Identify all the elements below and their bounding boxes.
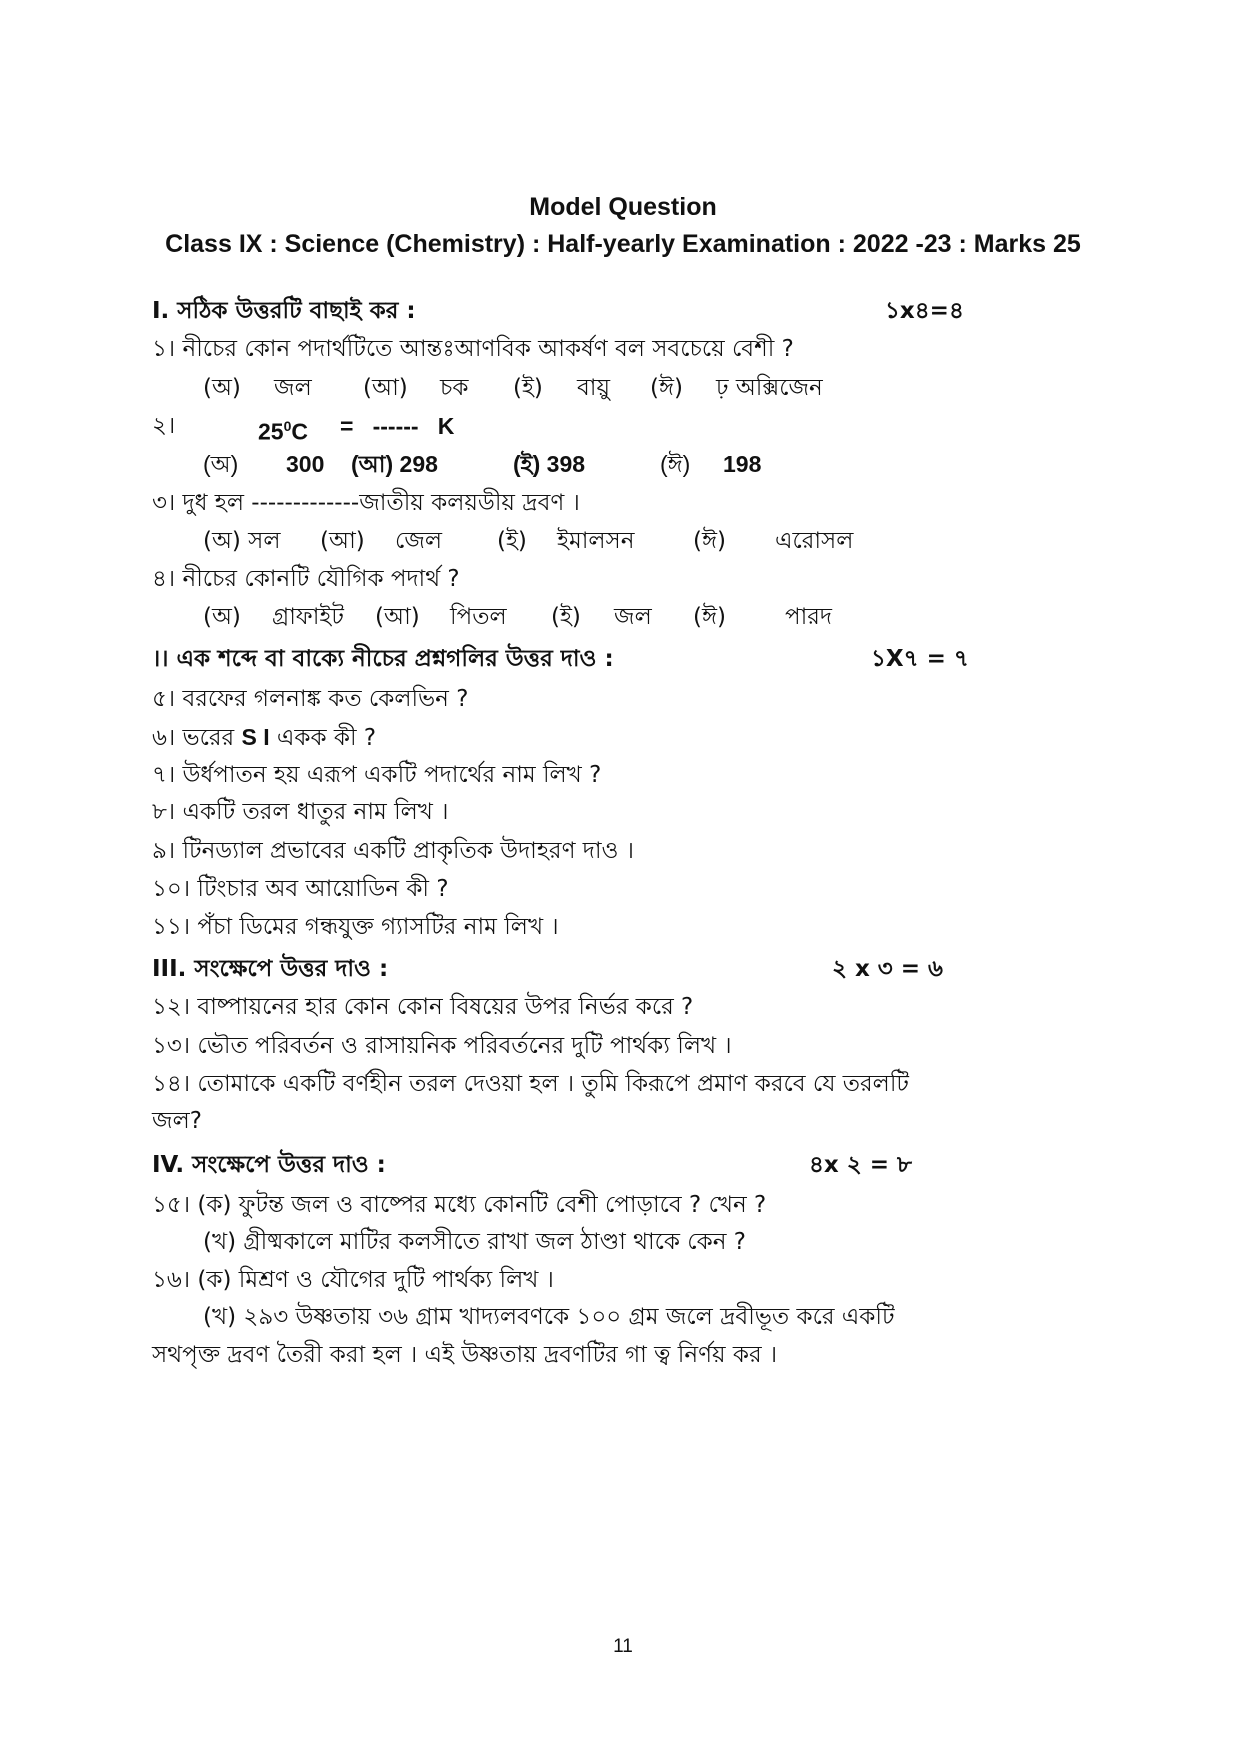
question-9: ৯। টিনড্যাল প্রভাবের একটি প্রাকৃতিক উদাহরণ দাও । [152,838,635,864]
section-2-heading: ।। এক শব্দে বা বাক্যে নীচের প্রশ্নগলির উত্তর দাও : [152,646,614,672]
section-1-heading: I. সঠিক উত্তরটি বাছাই কর : [152,298,416,324]
option: (ই) 398 [513,451,586,477]
option: (ই) [551,604,581,630]
question-12: ১২। বাষ্পায়নের হার কোন কোন বিষয়ের উপর নির্ভর করে ? [152,994,694,1020]
option: (অ) [203,375,241,401]
option: (আ) [320,528,365,554]
option: (অ) [203,451,239,477]
expression-value: 25 [258,418,284,445]
option-text: এরোসল [775,528,854,554]
question-14-continued: জল? [152,1108,202,1134]
question-15b: (খ) গ্রীষ্মকালে মাটির কলসীতে রাখা জল ঠাণ্ডা থাকে কেন ? [203,1229,746,1255]
option-text: চক [440,375,469,401]
question-1: ১। নীচের কোন পদার্থটিতে আন্তঃআণবিক আকর্ষণ বল সবচেয়ে বেশী ? [152,336,794,362]
question-6-text: ৬। ভরের [152,725,242,751]
question-2 [0,410,1240,445]
question-3: ৩। দুধ হল -------------জাতীয় কলয়ডীয় দ্রবণ । [152,490,580,516]
option: (ঈ) [693,604,726,630]
question-2-options [0,448,1240,480]
question-6-text-end: একক কী ? [269,725,377,751]
option: (ঈ) [660,451,691,477]
option: (ই) [513,375,543,401]
section-3-heading: III. সংক্ষেপে উত্তর দাও : [152,956,389,982]
option: (ঈ) [650,375,683,401]
question-11: ১১। পঁচা ডিমের গন্ধযুক্ত গ্যাসটির নাম লিখ । [152,914,559,940]
question-13: ১৩। ভৌত পরিবর্তন ও রাসায়নিক পরিবর্তনের দুটি পার্থক্য লিখ । [152,1033,732,1059]
question-3-options [0,525,1240,557]
question-14: ১৪। তোমাকে একটি বর্ণহীন তরল দেওয়া হল । তুমি কিরূপে প্রমাণ করবে যে তরলটি [152,1071,909,1097]
si-unit-label: S I [241,724,270,750]
section-4-heading: IV. সংক্ষেপে উত্তর দাও : [152,1152,386,1178]
document-title: Model Question [529,193,717,221]
expression-blank: = ------ K [340,413,455,439]
option-text: জল [614,604,652,630]
option-text: 300 [286,451,325,477]
option-text: পারদ [785,604,833,630]
question-5: ৫। বরফের গলনাঙ্ক কত কেলভিন ? [152,686,469,712]
option-text: গ্রাফাইট [272,604,344,630]
expression-superscript: 0 [283,418,292,434]
question-8: ৮। একটি তরল ধাতুর নাম লিখ । [152,799,449,825]
question-6 [152,721,376,753]
page-number: 11 [613,1636,633,1657]
question-10: ১০। টিংচার অব আয়োডিন কী ? [152,876,449,902]
section-1-marks: ১x৪=৪ [885,298,964,324]
option-text: ঢ় অক্সিজেন [716,375,823,401]
option: (ই) [497,528,527,554]
option-text: ইমালসন [557,528,635,554]
section-4-marks: ৪x ২ = ৮ [809,1152,912,1178]
question-number: ২। [152,413,176,439]
question-1-options [0,372,1240,404]
expression-unit: C [291,418,309,445]
question-4: ৪। নীচের কোনটি যৌগিক পদার্থ ? [152,566,460,592]
option: (অ) সল [203,528,281,554]
option: (আ) 298 [351,451,438,477]
option: (আ) [363,375,408,401]
option: (অ) [203,604,241,630]
option-text: জেল [395,528,443,554]
option-text: পিতল [450,604,507,630]
section-3-marks: ২ x ৩ = ৬ [832,956,943,982]
section-2-marks: ১X৭ = ৭ [871,646,969,672]
question-16a: ১৬। (ক) মিশ্রণ ও যৌগের দুটি পার্থক্য লিখ । [152,1267,554,1293]
option-text: 198 [723,451,762,477]
question-7: ৭। উর্ধপাতন হয় এরূপ একটি পদার্থের নাম লিখ ? [152,762,602,788]
question-4-options [0,601,1240,633]
question-16b-continued: সথপৃক্ত দ্রবণ তৈরী করা হল । এই উষ্ণতায় দ্রবণটির গা ত্ব নির্ণয় কর । [152,1342,778,1368]
question-16b: (খ) ২৯৩ উষ্ণতায় ৩৬ গ্রাম খাদ্যলবণকে ১০০ গ্রম জলে দ্রবীভূত করে একটি [203,1304,895,1330]
option: (আ) [375,604,420,630]
question-15a: ১৫। (ক) ফুটন্ত জল ও বাষ্পের মধ্যে কোনটি বেশী পোড়াবে ? খেন ? [152,1192,767,1218]
option-text: বায়ু [577,375,611,401]
option: (ঈ) [693,528,726,554]
option-text: জল [274,375,312,401]
document-subtitle: Class IX : Science (Chemistry) : Half-yearly Examination : 2022 -23 : Marks 25 [165,230,1081,258]
